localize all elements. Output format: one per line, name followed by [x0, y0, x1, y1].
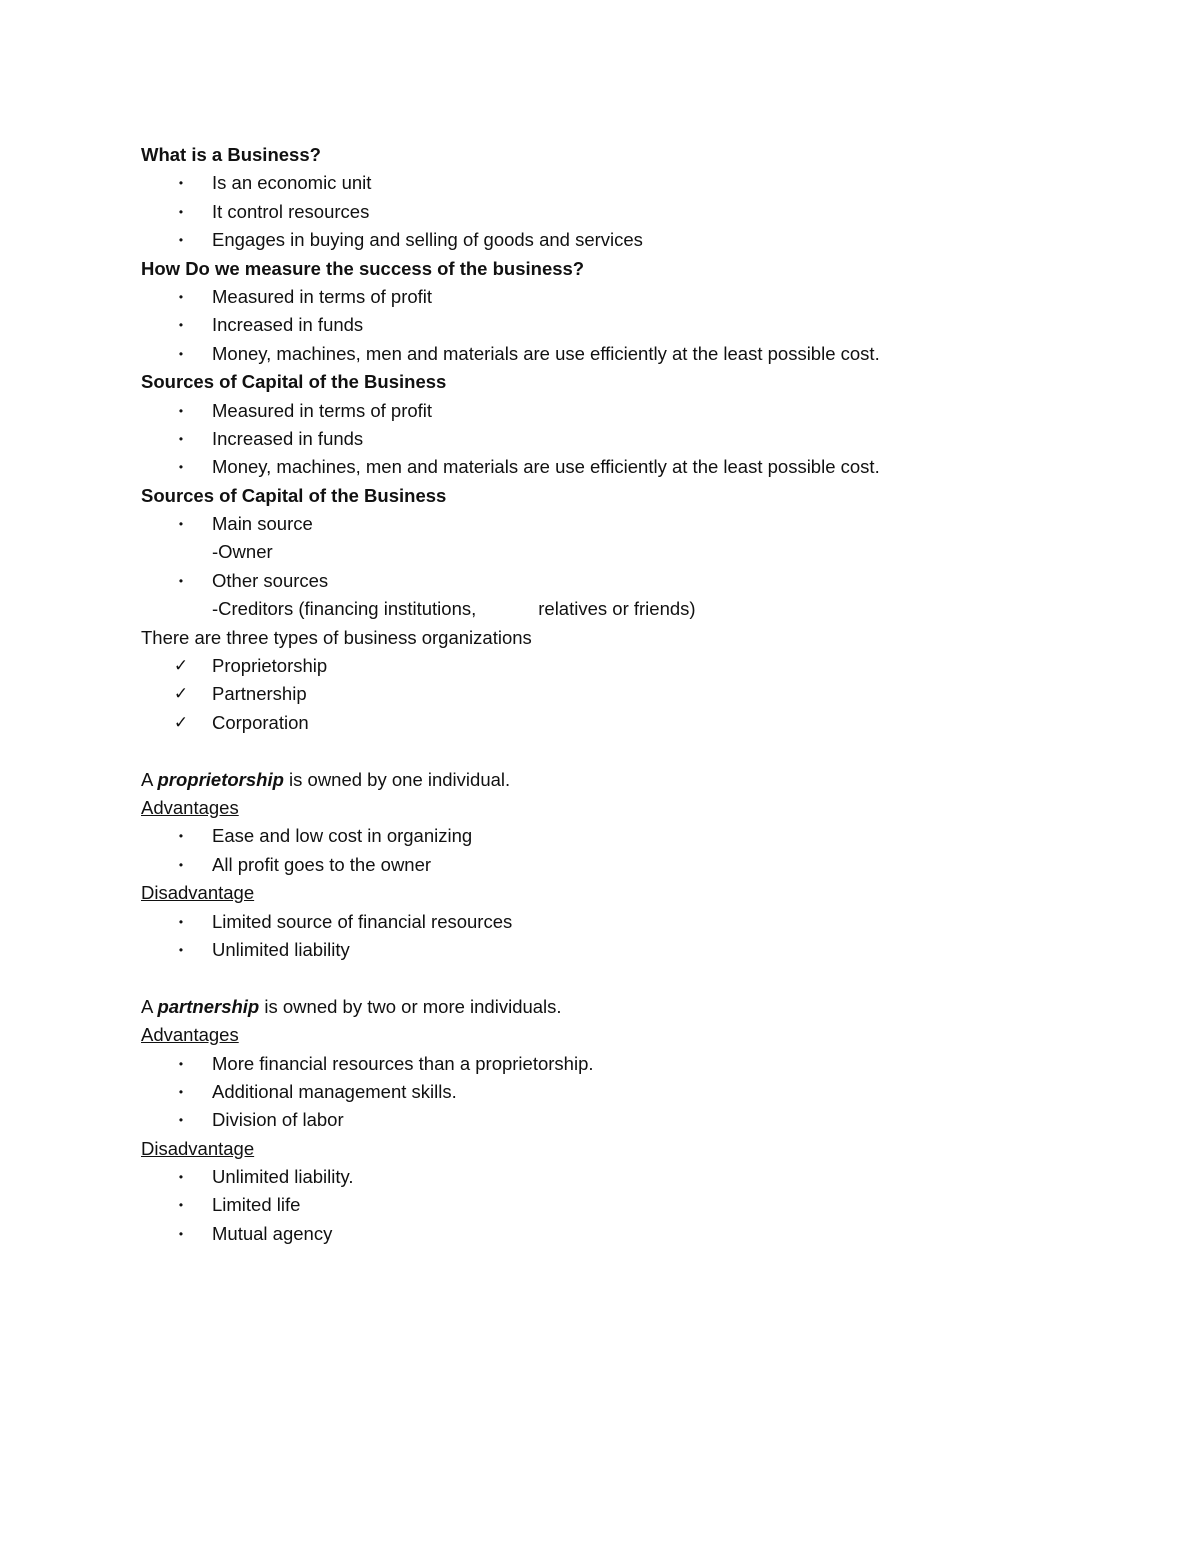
bullet-icon: •: [178, 1084, 184, 1099]
bullet-item: • Main source: [141, 510, 1101, 538]
bullet-item: • More financial resources than a proprietorship.: [141, 1050, 1101, 1078]
bullet-icon: •: [178, 431, 184, 446]
term: partnership: [157, 995, 260, 1017]
section-heading: How Do we measure the success of the business?: [141, 257, 585, 279]
bullet-icon: •: [178, 176, 184, 191]
checkmark-icon: ✓: [173, 656, 189, 677]
bullet-item: • Limited source of financial resources: [141, 908, 1101, 936]
bullet-item: • All profit goes to the owner: [141, 851, 1101, 879]
section-heading: Sources of Capital of the Business: [141, 371, 447, 393]
subheading: Advantages: [141, 1024, 239, 1046]
bullet-item: • Measured in terms of profit: [141, 397, 1101, 425]
check-item: ✓ Partnership: [141, 680, 1101, 708]
section-heading: Sources of Capital of the Business: [141, 484, 447, 506]
bullet-icon: •: [178, 403, 184, 418]
blank-line: [141, 964, 1101, 992]
bullet-icon: •: [178, 460, 184, 475]
bullet-icon: •: [178, 829, 184, 844]
bullet-item: • Increased in funds: [141, 311, 1101, 339]
bullet-icon: •: [178, 914, 184, 929]
subheading: Disadvantage: [141, 1137, 255, 1159]
bullet-item: • Engages in buying and selling of goods and services: [141, 226, 1101, 254]
bullet-icon: •: [178, 1170, 184, 1185]
subheading: Advantages: [141, 796, 239, 818]
bullet-icon: •: [178, 517, 184, 532]
bullet-item: • Division of labor: [141, 1106, 1101, 1134]
bullet-item: • Other sources: [141, 567, 1101, 595]
bullet-item: • Unlimited liability: [141, 936, 1101, 964]
bullet-icon: •: [178, 1113, 184, 1128]
definition-paragraph: A proprietorship is owned by one individual.: [141, 768, 511, 790]
paragraph: There are three types of business organizations: [141, 626, 532, 648]
bullet-item: • Ease and low cost in organizing: [141, 822, 1101, 850]
bullet-item: • Additional management skills.: [141, 1078, 1101, 1106]
bullet-icon: •: [178, 857, 184, 872]
section-heading: What is a Business?: [141, 144, 321, 165]
bullet-icon: •: [178, 233, 184, 248]
bullet-icon: •: [178, 1198, 184, 1213]
check-item: ✓ Corporation: [141, 709, 1101, 737]
bullet-icon: •: [178, 1056, 184, 1071]
bullet-item: • Is an economic unit: [141, 169, 1101, 197]
bullet-icon: •: [178, 942, 184, 957]
bullet-icon: •: [178, 289, 184, 304]
bullet-icon: •: [178, 346, 184, 361]
bullet-item: • It control resources: [141, 198, 1101, 226]
checkmark-icon: ✓: [173, 684, 189, 705]
sub-item: -Owner: [212, 541, 273, 563]
sub-item: -Creditors (financing institutions, relatives or friends): [212, 598, 696, 620]
bullet-icon: •: [178, 204, 184, 219]
bullet-item: • Limited life: [141, 1191, 1101, 1219]
check-item: ✓ Proprietorship: [141, 652, 1101, 680]
bullet-item: • Money, machines, men and materials are use efficiently at the least possible cost.: [141, 453, 1101, 481]
bullet-item: • Money, machines, men and materials are use efficiently at the least possible cost.: [141, 340, 1101, 368]
bullet-icon: •: [178, 318, 184, 333]
term: proprietorship: [157, 768, 284, 790]
bullet-item: • Unlimited liability.: [141, 1163, 1101, 1191]
definition-paragraph: A partnership is owned by two or more individuals.: [141, 995, 562, 1017]
subheading: Disadvantage: [141, 882, 255, 904]
bullet-icon: •: [178, 1226, 184, 1241]
bullet-item: • Measured in terms of profit: [141, 283, 1101, 311]
bullet-item: • Increased in funds: [141, 425, 1101, 453]
bullet-item: • Mutual agency: [141, 1220, 1101, 1248]
bullet-icon: •: [178, 573, 184, 588]
checkmark-icon: ✓: [173, 712, 189, 733]
blank-line: [141, 737, 1101, 765]
document-body: [141, 141, 1101, 1248]
